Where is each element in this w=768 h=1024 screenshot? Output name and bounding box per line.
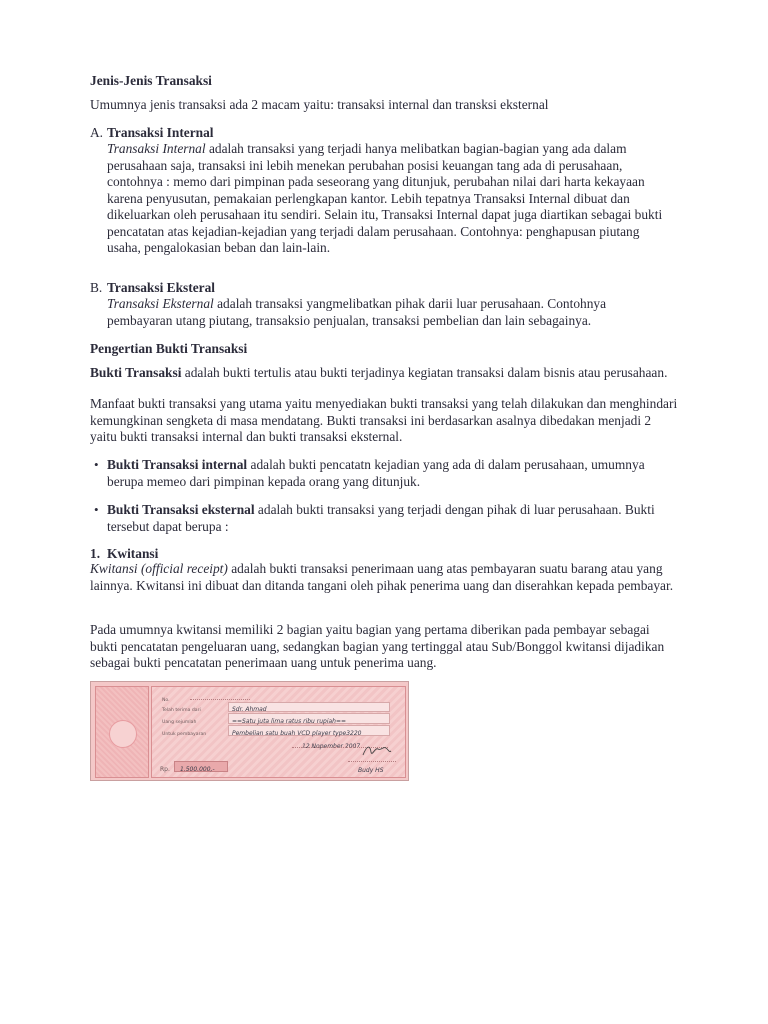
section-b-body: adalah transaksi yangmelibatkan pihak darii luar perusahaan. Contohnya pembayaran utang piutang, transaksio penjualan, transaksi pembelian dan lain sebagainya. [107, 296, 607, 328]
kwitansi-receipt-image [90, 681, 409, 781]
manfaat-paragraph: Manfaat bukti transaksi yang utama yaitu menyediakan bukti transaksi yang telah dilakukan dan menghindari kemungkinan sengketa di masa mendatang. Bukti transaksi ini berdasarkan asalnya dibedakan menjadi 2 yaitu bukti transaksi internal dan bukti transaksi eksternal. [90, 396, 678, 444]
receipt-value-amount-words: ==Satu juta lima ratus ribu rupiah== [232, 718, 347, 725]
section-b-marker: B. [90, 280, 103, 295]
receipt-label-purpose: Untuk pembayaran [162, 732, 207, 737]
definition-body: adalah bukti tertulis atau bukti terjadinya kegiatan transaksi dalam bisnis atau perusahaan. [181, 365, 668, 380]
bullet-dot: • [94, 457, 99, 472]
bullet-body: adalah bukti pencatatn kejadian yang ada di dalam perusahaan, umumnya berupa memeo dari pimpinan kepada orang yang ditunjuk. [107, 457, 645, 489]
receipt-label-from: Telah terima dari [162, 708, 201, 713]
bullet-item-eksternal [107, 502, 667, 535]
receipt-label-no: No. [162, 698, 170, 703]
section-a-term: Transaksi Internal [107, 141, 206, 156]
bullet-body: adalah bukti transaksi yang terjadi dengan pihak di luar perusahaan. Bukti tersebut dapat berupa : [107, 502, 655, 534]
definition-term: Bukti Transaksi [90, 365, 182, 380]
section-b-title: Transaksi Eksteral [107, 280, 216, 295]
kwitansi-paragraph [90, 561, 680, 594]
kwitansi-title: Kwitansi [107, 546, 159, 561]
receipt-label-amount-words: Uang sejumlah [162, 720, 197, 725]
section-a-title: Transaksi Internal [107, 125, 214, 140]
pada-umumnya-paragraph: Pada umumnya kwitansi memiliki 2 bagian yaitu bagian yang pertama diberikan pada pembayar sebagai bukti pencatatan pengeluaran uang, sedangkan bagian yang tertinggal atau Sub/Bonggol kwitansi dijadikan sebagai bukti pencatatan penerimaan uang untuk penerima uang. [90, 622, 665, 670]
receipt-value-from: Sdr. Ahmad [232, 706, 267, 713]
receipt-line [190, 699, 250, 700]
section-a-body: adalah transaksi yang terjadi hanya melibatkan bagian-bagian yang ada dalam perusahaan saja, transaksi ini lebih menekan perubahan posisi keuangan tang ada di perusahaan, contohnya : memo dari pimpinan pada seseorang yang ditunjuk, perubahan nilai dari harta kekayaan karena penyusutan, pemakaian perlengkapan kantor. Lebih tepatnya Transaksi Internal dibuat dan dikeluarkan oleh perusahaan itu sendiri. Selain itu, Transaksi Internal dapat juga diartikan sebagai bukti pencatatan atas kejadian-kejadian yang terjadi dalam perusahaan. Contohnya: penghapusan piutang usaha, pengalokasian beban dan lain-lain. [107, 141, 663, 255]
kwitansi-term: Kwitansi (official receipt) [90, 561, 228, 576]
bullet-dot: • [94, 502, 99, 517]
definition-paragraph [90, 365, 680, 382]
section-b-term: Transaksi Eksternal [107, 296, 214, 311]
bullet-term: Bukti Transaksi internal [107, 457, 248, 472]
receipt-stub [95, 686, 149, 778]
kwitansi-number: 1. [90, 546, 101, 561]
receipt-value-purpose: Pembelian satu buah VCD player type3220 [232, 730, 362, 737]
receipt-value-amount: 1.500.000,- [180, 766, 215, 773]
section-a-marker: A. [90, 125, 104, 140]
heading-pengertian-bukti: Pengertian Bukti Transaksi [90, 341, 248, 356]
receipt-line [348, 761, 396, 762]
kwitansi-body: adalah bukti transaksi penerimaan uang atas pembayaran suatu barang atau yang lainnya. Kwitansi ini dibuat dan ditanda tangani oleh pihak penerima uang dan diserahkan kepada pembayar. [90, 561, 674, 593]
heading-jenis-transaksi: Jenis-Jenis Transaksi [90, 73, 212, 88]
signature-mark [361, 743, 393, 759]
receipt-value-date: 12 Nopember 2007 [302, 743, 361, 750]
section-a-paragraph [107, 141, 667, 257]
bullet-item-internal [107, 457, 667, 490]
receipt-body [151, 686, 406, 778]
receipt-label-rp: Rp. [160, 766, 170, 773]
intro-paragraph: Umumnya jenis transaksi ada 2 macam yaitu: transaksi internal dan transksi eksternal [90, 97, 549, 112]
section-b-paragraph [107, 296, 667, 329]
bullet-term: Bukti Transaksi eksternal [107, 502, 255, 517]
stub-emblem [109, 720, 137, 748]
receipt-value-signer: Budy HS [358, 767, 384, 774]
